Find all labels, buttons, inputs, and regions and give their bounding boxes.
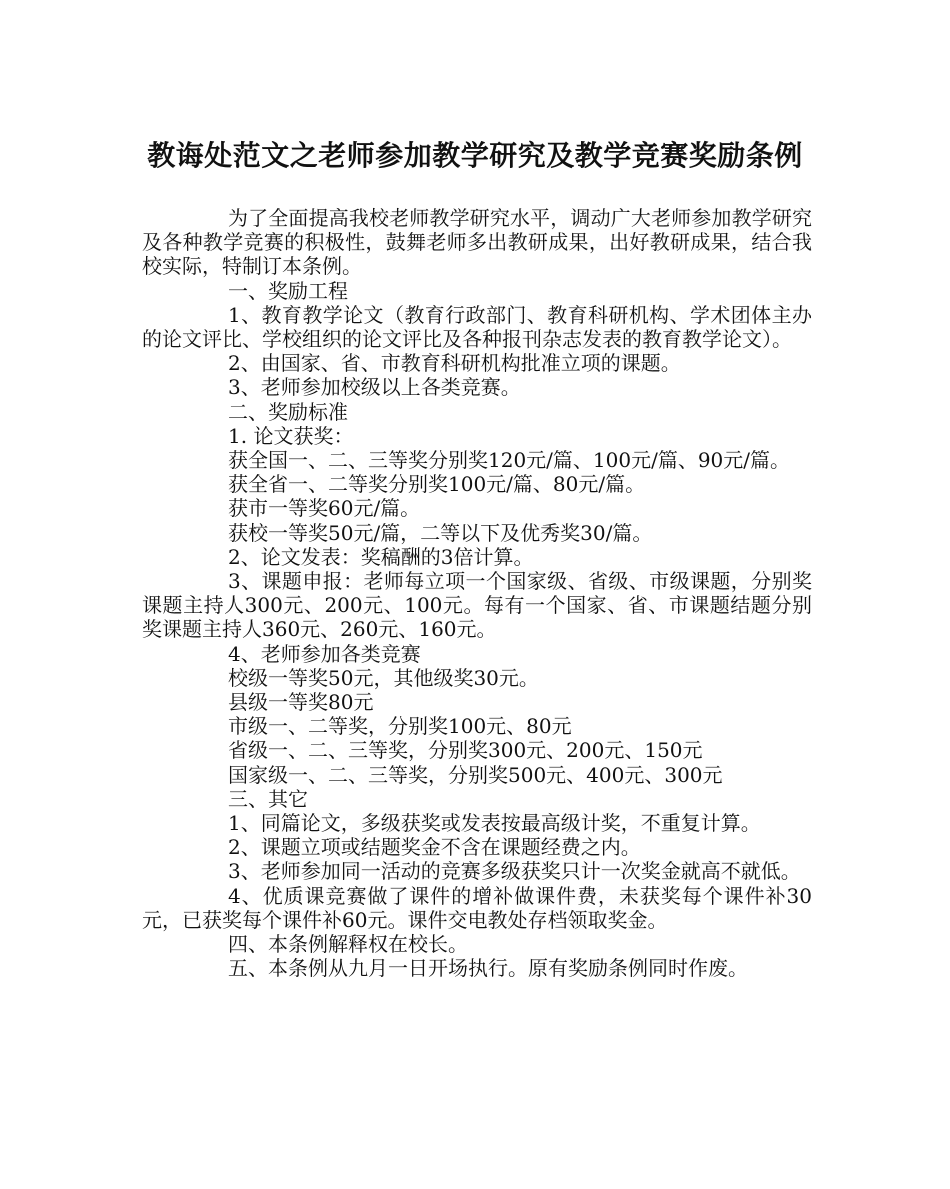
paragraph: 国家级一、二、三等奖，分别奖500元、400元、300元 <box>228 762 723 787</box>
paragraph: 3、老师参加校级以上各类竞赛。 <box>228 375 521 400</box>
paragraph: 2、课题立项或结题奖金不含在课题经费之内。 <box>228 835 641 860</box>
paragraph: 1、教育教学论文（教育行政部门、教育科研机构、学术团体主办的论文评比、学校组织的论文评比及各种报刊杂志发表的教育教学论文）。 <box>142 302 812 352</box>
section-heading: 二、奖励标准 <box>228 399 348 424</box>
paragraph: 市级一、二等奖，分别奖100元、80元 <box>228 714 572 739</box>
section-heading: 四、本条例解释权在校长。 <box>228 932 468 957</box>
document-body <box>142 206 812 981</box>
paragraph: 省级一、二、三等奖，分别奖300元、200元、150元 <box>228 738 703 763</box>
paragraph: 获全省一、二等奖分别奖100元/篇、80元/篇。 <box>228 472 646 497</box>
paragraph: 2、由国家、省、市教育科研机构批准立项的课题。 <box>228 351 681 376</box>
paragraph: 2、论文发表：奖稿酬的3倍计算。 <box>228 544 534 569</box>
paragraph: 1. 论文获奖： <box>228 423 354 448</box>
section-heading: 五、本条例从九月一日开场执行。原有奖励条例同时作废。 <box>228 956 748 981</box>
paragraph: 1、同篇论文，多级获奖或发表按最高级计奖，不重复计算。 <box>228 811 761 836</box>
section-heading: 一、奖励工程 <box>228 278 348 303</box>
paragraph: 校级一等奖50元，其他级奖30元。 <box>228 665 539 690</box>
paragraph: 4、老师参加各类竞赛 <box>228 641 421 666</box>
paragraph: 3、老师参加同一活动的竞赛多级获奖只计一次奖金就高不就低。 <box>228 859 801 884</box>
paragraph: 为了全面提高我校老师教学研究水平，调动广大老师参加教学研究及各种教学竞赛的积极性，鼓舞老师多出教研成果，出好教研成果，结合我校实际，特制订本条例。 <box>142 206 812 279</box>
paragraph: 4、优质课竞赛做了课件的增补做课件费，未获奖每个课件补30元，已获奖每个课件补60元。课件交电教处存档领取奖金。 <box>142 883 812 932</box>
paragraph: 获市一等奖60元/篇。 <box>228 496 421 521</box>
paragraph: 县级一等奖80元 <box>228 690 374 715</box>
document-title: 教诲处范文之老师参加教学研究及教学竞赛奖励条例 <box>147 139 803 172</box>
section-heading: 三、其它 <box>228 786 308 811</box>
paragraph: 3、课题申报：老师每立项一个国家级、省级、市级课题，分别奖课题主持人300元、200元、100元。每有一个国家、省、市课题结题分别奖课题主持人360元、260元、160元。 <box>142 569 812 642</box>
paragraph: 获校一等奖50元/篇，二等以下及优秀奖30/篇。 <box>228 520 653 545</box>
paragraph: 获全国一、二、三等奖分别奖120元/篇、100元/篇、90元/篇。 <box>228 448 791 473</box>
